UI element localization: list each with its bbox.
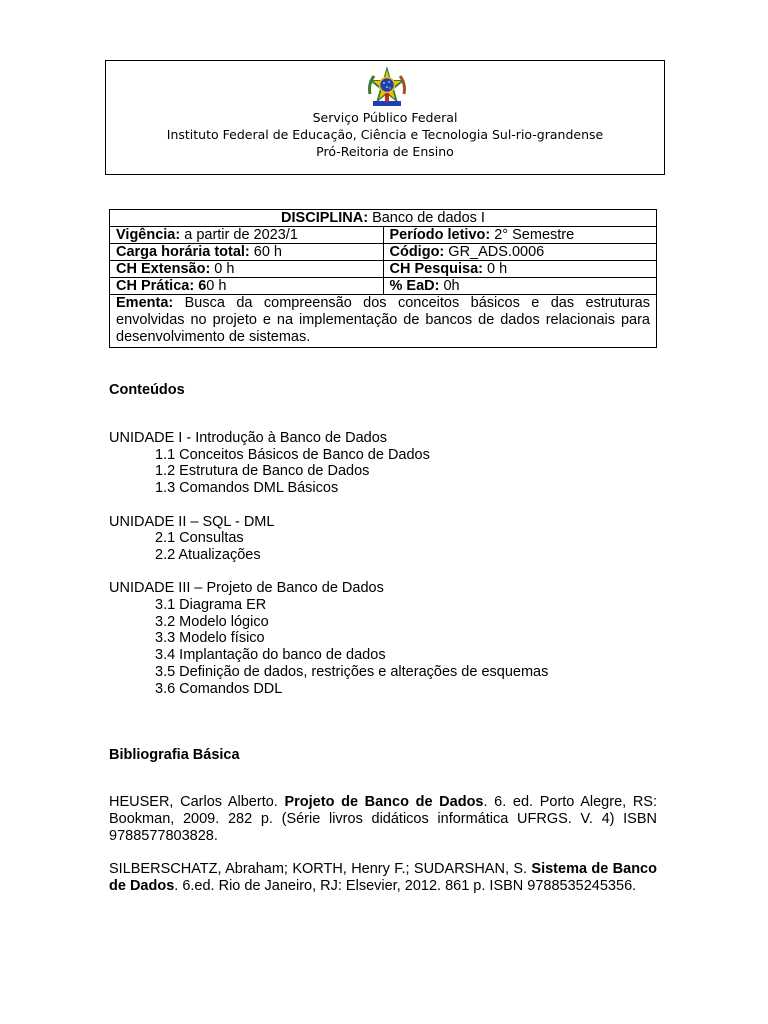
header-line-institute: Instituto Federal de Educação, Ciência e Tecnologia Sul-rio-grandense (166, 127, 604, 142)
content-section (109, 382, 657, 895)
codigo-value: GR_ADS.0006 (444, 244, 545, 260)
vigencia-cell (110, 227, 384, 244)
list-item: 3.4 Implantação do banco de dados (155, 647, 386, 664)
vigencia-label: Vigência: (116, 227, 181, 243)
carga-cell (110, 244, 384, 261)
ead-value: 0h (439, 278, 460, 294)
list-item: 3.6 Comandos DDL (155, 680, 283, 697)
pratica-cell (110, 278, 384, 295)
periodo-cell (383, 227, 657, 244)
ref2-title: Sistema de Banco de Dados (109, 861, 657, 895)
header-line-office: Pró-Reitoria de Ensino (316, 144, 454, 159)
bibliografia-heading: Bibliografia Básica (109, 747, 240, 764)
header-line-service: Serviço Público Federal (312, 110, 458, 125)
document-header (105, 60, 665, 175)
ref1-rest: . 6. ed. Porto Alegre, RS: Bookman, 2009. 282 p. (Série livros didáticos informática UFRGS. V. 4) ISBN 9788577803828. (109, 794, 657, 845)
unit-title: UNIDADE III – Projeto de Banco de Dados (109, 580, 384, 597)
extensao-value: 0 h (210, 261, 235, 277)
list-item: 3.5 Definição de dados, restrições e alterações de esquemas (155, 663, 549, 680)
table-row (110, 295, 657, 348)
ementa-cell (110, 295, 657, 348)
pratica-value: 0 h (206, 278, 227, 294)
reference-2 (109, 861, 657, 895)
ementa-value: Busca da compreensão dos conceitos básicos e das estruturas envolvidas no projeto e na implementação de bancos de dados relacionais para desenvolvimento de sistemas. (116, 295, 650, 345)
disciplina-label: DISCIPLINA: (281, 210, 369, 226)
pesquisa-value: 0 h (482, 261, 508, 277)
periodo-label: Período letivo: (389, 227, 491, 243)
list-item: 2.1 Consultas (155, 530, 244, 547)
list-item: 1.2 Estrutura de Banco de Dados (155, 463, 370, 480)
codigo-cell (383, 244, 657, 261)
conteudos-heading: Conteúdos (109, 382, 185, 398)
pratica-label: CH Prática: 6 (116, 278, 207, 294)
discipline-table (109, 209, 657, 348)
list-item: 3.1 Diagrama ER (155, 597, 267, 613)
ref1-title: Projeto de Banco de Dados (284, 794, 484, 811)
codigo-label: Código: (389, 244, 445, 260)
list-item: 2.2 Atualizações (155, 546, 261, 563)
ref2-author: SILBERSCHATZ, Abraham; KORTH, Henry F.; SUDARSHAN, S. (109, 861, 532, 878)
ref2-rest: . 6.ed. Rio de Janeiro, RJ: Elsevier, 2012. 861 p. ISBN 9788535245356. (174, 878, 637, 895)
extensao-label: CH Extensão: (116, 261, 211, 277)
disciplina-value: Banco de dados I (368, 210, 485, 226)
ead-cell (383, 278, 657, 295)
carga-label: Carga horária total: (116, 244, 250, 260)
unit-title: UNIDADE II – SQL - DML (109, 513, 275, 530)
list-item: 3.2 Modelo lógico (155, 613, 269, 630)
list-item: 3.3 Modelo físico (155, 630, 265, 647)
pesquisa-cell (383, 261, 657, 278)
table-row (110, 261, 657, 278)
vigencia-value: a partir de 2023/1 (180, 227, 298, 243)
pesquisa-label: CH Pesquisa: (389, 261, 483, 277)
reference-1 (109, 794, 657, 845)
disciplina-cell (110, 210, 657, 227)
table-row (110, 278, 657, 295)
ref1-author: HEUSER, Carlos Alberto. (109, 794, 285, 811)
unit-title: UNIDADE I - Introdução à Banco de Dados (109, 430, 388, 446)
table-row (110, 244, 657, 261)
list-item: 1.3 Comandos DML Básicos (155, 480, 339, 497)
extensao-cell (110, 261, 384, 278)
table-row (110, 227, 657, 244)
table-row (110, 210, 657, 227)
carga-value: 60 h (249, 244, 282, 260)
brazil-coat-of-arms-icon (364, 64, 410, 110)
ead-label: % EaD: (389, 278, 440, 294)
list-item: 1.1 Conceitos Básicos de Banco de Dados (155, 446, 430, 463)
ementa-label: Ementa: (116, 295, 174, 311)
periodo-value: 2° Semestre (490, 227, 575, 243)
